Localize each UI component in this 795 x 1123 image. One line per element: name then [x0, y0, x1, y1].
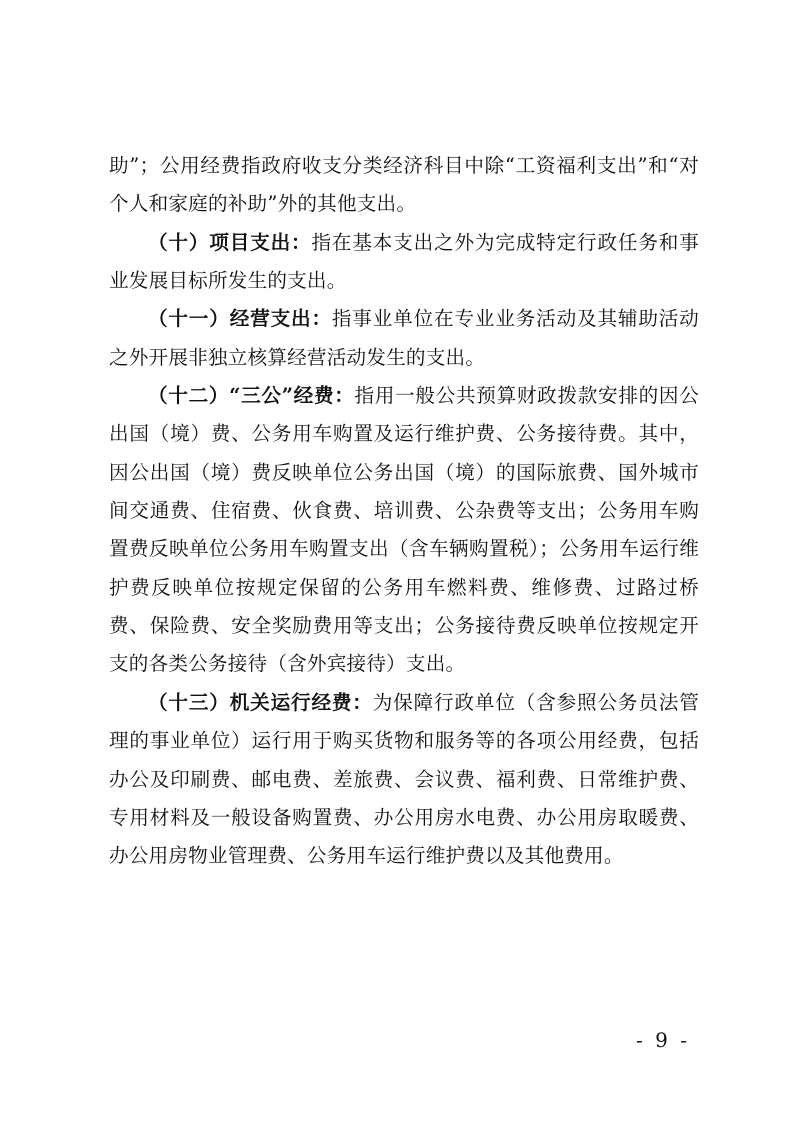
paragraph-text: 为保障行政单位（含参照公务员法管理的事业单位）运行用于购买货物和服务等的各项公用经费，包括办公及印刷费、邮电费、差旅费、会议费、福利费、日常维护费、专用材料及一般设备购置费、办公用房水电费、办公用房取暖费、办公用房物业管理费、公务用车运行维护费以及其他费用。: [109, 690, 700, 868]
paragraph-agency-operating-funds: [109, 684, 699, 876]
paragraph-text: 助”；公用经费指政府收支分类经济科目中除“工资福利支出”和“对个人和家庭的补助”外的其他支出。: [109, 154, 699, 216]
page-number: - 9 -: [636, 1028, 690, 1052]
paragraph-text: 指用一般公共预算财政拨款安排的因公出国（境）费、公务用车购置及运行维护费、公务接待费。其中，因公出国（境）费反映单位公务出国（境）的国际旅费、国外城市间交通费、住宿费、伙食费、培训费、公杂费等支出；公务用车购置费反映单位公务用车购置支出（含车辆购置税）；公务用车运行维护费反映单位按规定保留的公务用车燃料费、维修费、过路过桥费、保险费、安全奖励费用等支出；公务接待费反映单位按规定开支的各类公务接待（含外宾接待）支出。: [109, 384, 699, 676]
paragraph-text: 指事业单位在专业业务活动及其辅助活动之外开展非独立核算经营活动发生的支出。: [109, 307, 699, 369]
paragraph-three-public-expenses: [109, 377, 699, 684]
paragraph-heading: （十）项目支出：: [148, 230, 312, 254]
paragraph-heading: （十一）经营支出：: [148, 307, 332, 331]
paragraph-heading: （十三）机关运行经费：: [148, 690, 373, 714]
paragraph-text: 指在基本支出之外为完成特定行政任务和事业发展目标所发生的支出。: [109, 230, 699, 293]
paragraph-operating-expenditure: [109, 300, 699, 377]
paragraph-heading: （十二）“三公”经费：: [148, 384, 355, 408]
paragraph-project-expenditure: [109, 224, 699, 301]
paragraph-continuation: [109, 147, 699, 224]
body-text: [109, 147, 699, 876]
